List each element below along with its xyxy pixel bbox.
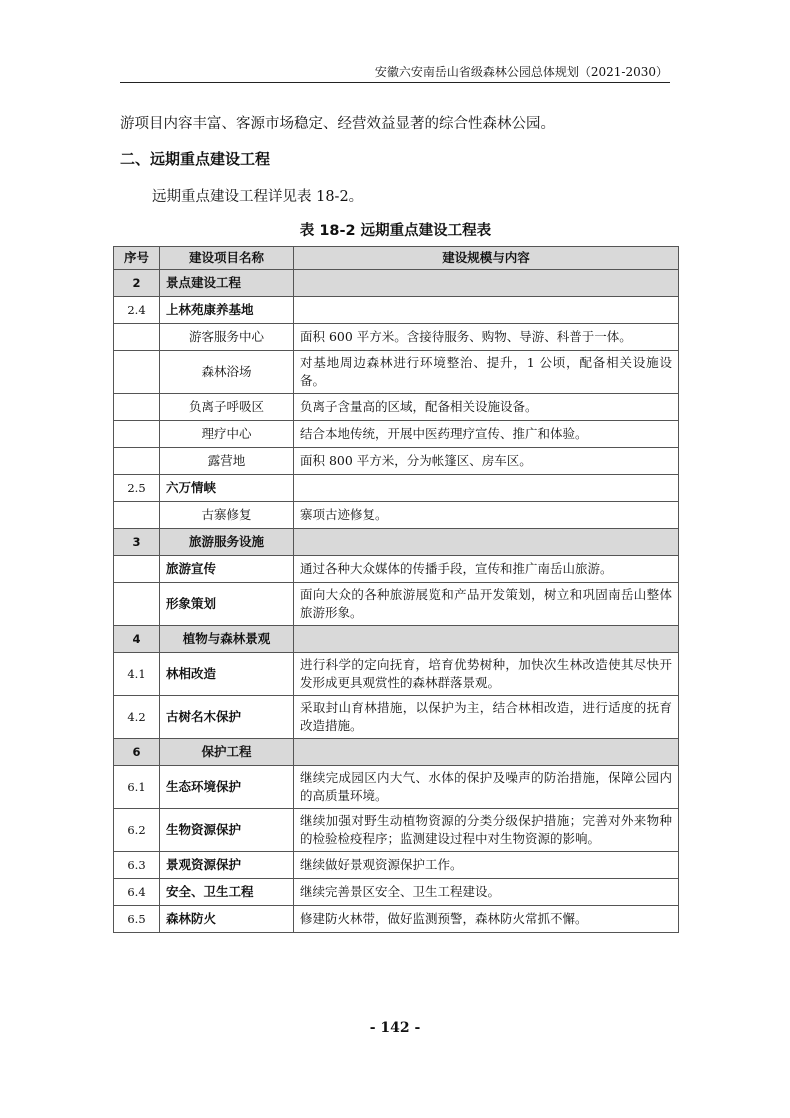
row-name: 安全、卫生工程 bbox=[160, 879, 294, 906]
paragraph-reference: 远期重点建设工程详见表 18-2。 bbox=[152, 189, 364, 205]
row-num bbox=[114, 394, 160, 421]
row-desc bbox=[294, 475, 679, 502]
header-rule bbox=[120, 82, 670, 83]
row-name: 游客服务中心 bbox=[160, 324, 294, 351]
row-name: 露营地 bbox=[160, 448, 294, 475]
table-row bbox=[114, 879, 679, 906]
row-desc bbox=[294, 297, 679, 324]
col-header-num: 序号 bbox=[114, 247, 160, 270]
table-row bbox=[114, 324, 679, 351]
table-row bbox=[114, 502, 679, 529]
row-desc: 结合本地传统，开展中医药理疗宣传、推广和体验。 bbox=[294, 421, 679, 448]
table-row bbox=[114, 556, 679, 583]
row-num: 2 bbox=[114, 270, 160, 297]
table-row bbox=[114, 351, 679, 394]
row-desc bbox=[294, 739, 679, 766]
row-name: 古寨修复 bbox=[160, 502, 294, 529]
row-desc bbox=[294, 529, 679, 556]
row-num: 6.1 bbox=[114, 766, 160, 809]
row-name: 生物资源保护 bbox=[160, 809, 294, 852]
row-desc: 修建防火林带，做好监测预警，森林防火常抓不懈。 bbox=[294, 906, 679, 933]
row-desc: 继续完成园区内大气、水体的保护及噪声的防治措施，保障公园内的高质量环境。 bbox=[294, 766, 679, 809]
table-row bbox=[114, 766, 679, 809]
table-row bbox=[114, 653, 679, 696]
row-num: 6.5 bbox=[114, 906, 160, 933]
row-name: 理疗中心 bbox=[160, 421, 294, 448]
row-desc bbox=[294, 270, 679, 297]
row-num: 4.2 bbox=[114, 696, 160, 739]
row-name: 保护工程 bbox=[160, 739, 294, 766]
running-header: 安徽六安南岳山省级森林公园总体规划（2021-2030） bbox=[374, 65, 668, 79]
table-row bbox=[114, 696, 679, 739]
row-num: 4 bbox=[114, 626, 160, 653]
row-desc: 对基地周边森林进行环境整治、提升，1 公顷，配备相关设施设备。 bbox=[294, 351, 679, 394]
table-row bbox=[114, 809, 679, 852]
table-row bbox=[114, 529, 679, 556]
row-num: 6.3 bbox=[114, 852, 160, 879]
table-row bbox=[114, 475, 679, 502]
row-name: 负离子呼吸区 bbox=[160, 394, 294, 421]
row-name: 植物与森林景观 bbox=[160, 626, 294, 653]
row-num: 6.4 bbox=[114, 879, 160, 906]
row-desc: 继续完善景区安全、卫生工程建设。 bbox=[294, 879, 679, 906]
row-desc: 通过各种大众媒体的传播手段，宣传和推广南岳山旅游。 bbox=[294, 556, 679, 583]
row-desc: 继续做好景观资源保护工作。 bbox=[294, 852, 679, 879]
paragraph-continuation: 游项目内容丰富、客源市场稳定、经营效益显著的综合性森林公园。 bbox=[120, 116, 555, 132]
row-name: 形象策划 bbox=[160, 583, 294, 626]
row-num: 2.4 bbox=[114, 297, 160, 324]
section-heading: 二、远期重点建设工程 bbox=[120, 150, 271, 168]
table-row bbox=[114, 626, 679, 653]
row-num bbox=[114, 502, 160, 529]
table-row bbox=[114, 270, 679, 297]
row-name: 景点建设工程 bbox=[160, 270, 294, 297]
row-name: 旅游宣传 bbox=[160, 556, 294, 583]
row-num bbox=[114, 583, 160, 626]
row-name: 六万情峡 bbox=[160, 475, 294, 502]
row-desc: 面积 600 平方米。含接待服务、购物、导游、科普于一体。 bbox=[294, 324, 679, 351]
row-desc: 进行科学的定向抚育，培育优势树种，加快次生林改造使其尽快开发形成更具观赏性的森林群落景观。 bbox=[294, 653, 679, 696]
table-row bbox=[114, 421, 679, 448]
row-name: 古树名木保护 bbox=[160, 696, 294, 739]
page-number: - 142 - bbox=[369, 1020, 421, 1036]
table-caption: 表 18-2 远期重点建设工程表 bbox=[299, 223, 492, 239]
row-desc: 面向大众的各种旅游展览和产品开发策划，树立和巩固南岳山整体旅游形象。 bbox=[294, 583, 679, 626]
row-num: 2.5 bbox=[114, 475, 160, 502]
table-row bbox=[114, 583, 679, 626]
row-desc: 继续加强对野生动植物资源的分类分级保护措施；完善对外来物种的检验检疫程序；监测建设过程中对生物资源的影响。 bbox=[294, 809, 679, 852]
projects-table bbox=[113, 246, 679, 933]
col-header-name: 建设项目名称 bbox=[160, 247, 294, 270]
row-num bbox=[114, 324, 160, 351]
table-row bbox=[114, 448, 679, 475]
row-name: 景观资源保护 bbox=[160, 852, 294, 879]
row-desc: 面积 800 平方米，分为帐篷区、房车区。 bbox=[294, 448, 679, 475]
row-desc: 负离子含量高的区域，配备相关设施设备。 bbox=[294, 394, 679, 421]
row-desc: 采取封山育林措施，以保护为主，结合林相改造，进行适度的抚育改造措施。 bbox=[294, 696, 679, 739]
row-num: 4.1 bbox=[114, 653, 160, 696]
row-num bbox=[114, 556, 160, 583]
col-header-desc: 建设规模与内容 bbox=[294, 247, 679, 270]
row-name: 生态环境保护 bbox=[160, 766, 294, 809]
table-row bbox=[114, 852, 679, 879]
row-num bbox=[114, 421, 160, 448]
table-row bbox=[114, 906, 679, 933]
table-row bbox=[114, 394, 679, 421]
row-num: 3 bbox=[114, 529, 160, 556]
row-num: 6 bbox=[114, 739, 160, 766]
row-name: 林相改造 bbox=[160, 653, 294, 696]
row-desc bbox=[294, 626, 679, 653]
row-name: 森林防火 bbox=[160, 906, 294, 933]
row-name: 上林苑康养基地 bbox=[160, 297, 294, 324]
row-name: 森林浴场 bbox=[160, 351, 294, 394]
row-desc: 寨项古迹修复。 bbox=[294, 502, 679, 529]
table-row bbox=[114, 297, 679, 324]
table-row bbox=[114, 739, 679, 766]
row-num bbox=[114, 448, 160, 475]
row-num: 6.2 bbox=[114, 809, 160, 852]
row-name: 旅游服务设施 bbox=[160, 529, 294, 556]
row-num bbox=[114, 351, 160, 394]
